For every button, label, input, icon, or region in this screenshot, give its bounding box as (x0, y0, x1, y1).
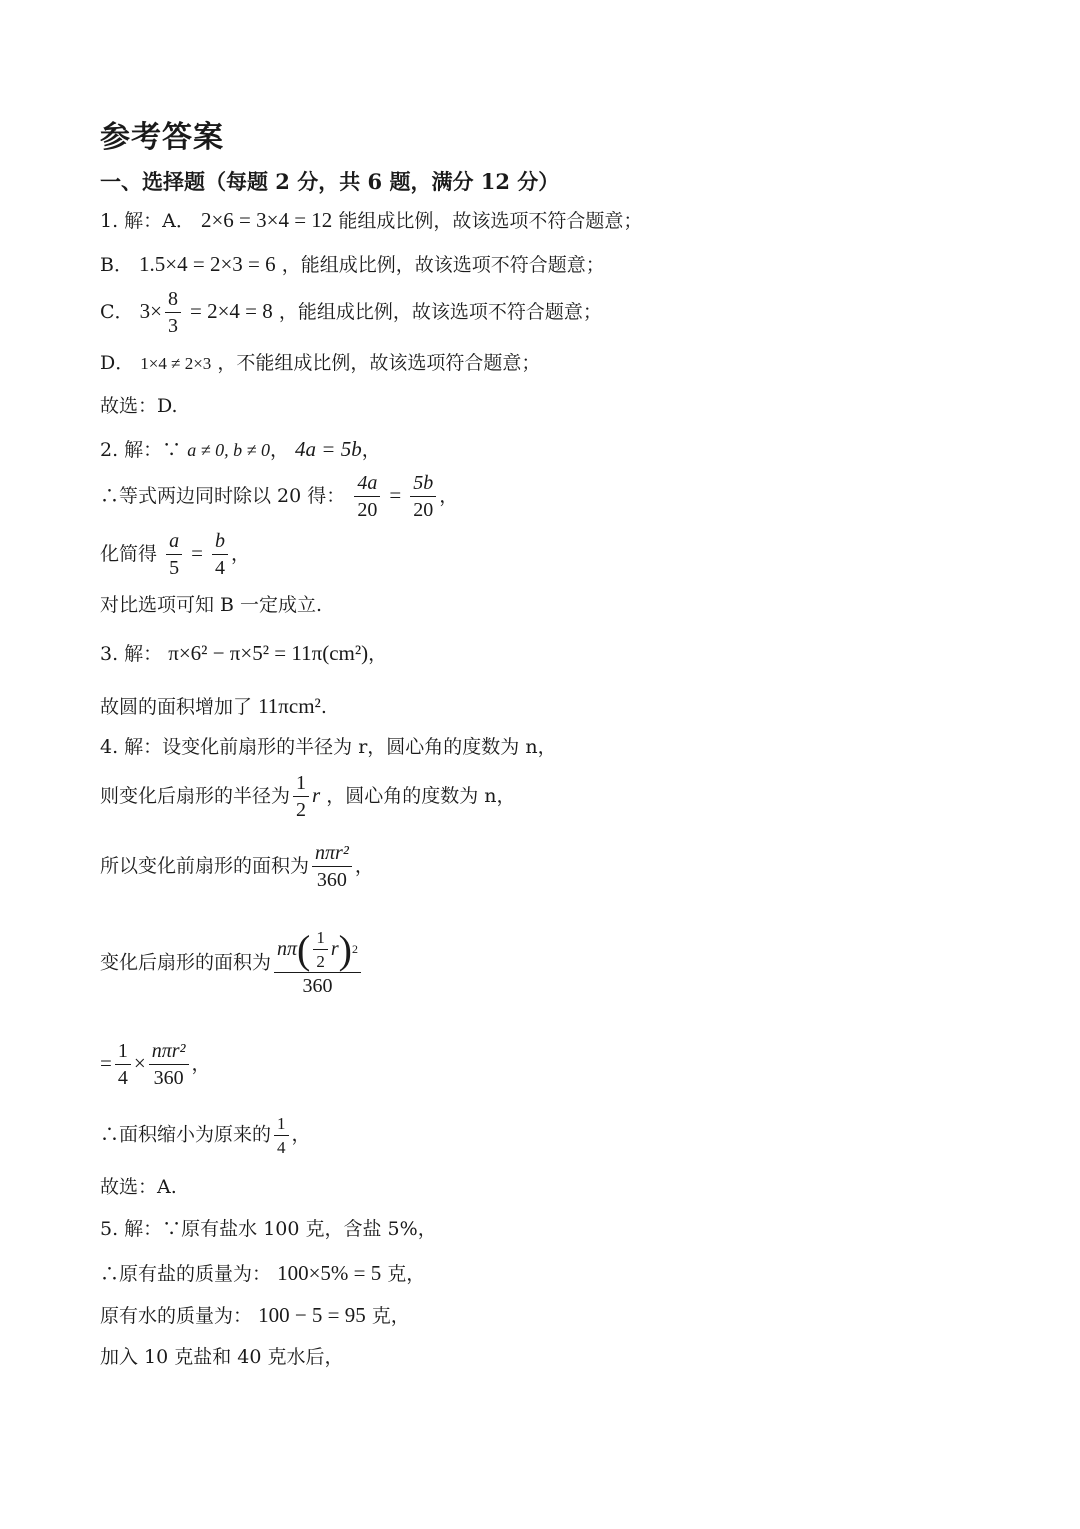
q2-line3: 化简得 $\frac{a}{5}$ = $\frac{b}{4}$ ， (100, 530, 251, 579)
q1-a-math: 2×6 = 3×4 = 12 (200, 208, 333, 232)
q4-line5: = $\frac{1}{4}$ × $\frac{\text{nπr²}}{360}$ ， (100, 1040, 211, 1089)
q2-fraction-1 (354, 472, 380, 522)
q2-s1-num: a (166, 530, 182, 555)
q4-line2-pre: 则变化后扇形的半径为 (100, 785, 291, 807)
q4-half-num: 1 (293, 772, 309, 797)
q3-math: π×6² − π×5² = 11π(cm²) (168, 641, 369, 665)
q4-line2-post: ，圆心角的度数为 n， (326, 785, 516, 807)
q4-inner-r: r (330, 938, 339, 961)
q5-line3-unit: 克， (371, 1305, 410, 1327)
q2-simplify-text: 化简得 (100, 543, 158, 565)
q1-option-c (100, 288, 602, 338)
q2-comma: ， (361, 439, 381, 461)
q4-line3-text: 所以变化前扇形的面积为 (100, 855, 310, 877)
q1-d-math: 1×4 ≠ 2×3 (140, 354, 212, 373)
q4-line1: 4. 解：设变化前扇形的半径为 r，圆心角的度数为 n， (100, 736, 557, 758)
q4-npi: nπ (277, 938, 298, 961)
q2-simplified-1 (166, 530, 182, 580)
q4-new-area-den: 360 (302, 975, 333, 998)
q2-prefix: 2. 解：∵ (100, 439, 182, 461)
q1-c-num: 8 (165, 288, 181, 313)
q2-eq-sign: = (389, 483, 402, 507)
q1-a-prefix: 1. 解：A． (100, 210, 195, 232)
q4-area2-den: 360 (153, 1067, 184, 1089)
q2-conclusion: 对比选项可知 B 一定成立. (100, 594, 323, 616)
q2-step-text: ∴等式两边同时除以 20 得： (100, 485, 346, 507)
q3-line1: 3. 解： π×6² − π×5² = 11π(cm²)， (100, 641, 388, 665)
q4-quarter-num: 1 (115, 1040, 131, 1065)
q5-line2-unit: 克， (387, 1263, 426, 1285)
q4-r: r (312, 783, 321, 807)
q2-f2-den: 20 (413, 499, 434, 521)
q2-s2-den: 4 (215, 557, 225, 579)
q1-b-prefix: B． (100, 254, 133, 276)
q1-b-text: ，能组成比例，故该选项不符合题意； (281, 254, 605, 276)
q4-line3: 所以变化前扇形的面积为 $\frac{\text{nπr²}}{360}$ ， (100, 842, 374, 891)
q2-equation: 4a = 5b (295, 437, 362, 461)
q3-prefix: 3. 解： (100, 643, 163, 665)
q4-area-num: nπr² (312, 842, 352, 867)
q1-c-coef: 3× (139, 299, 162, 323)
q3-period: . (320, 696, 327, 718)
q3-conclusion (100, 694, 327, 719)
q4-ans-den: 4 (277, 1137, 286, 1157)
q4-line6: ∴面积缩小为原来的 $\frac{1}{4}$ ， (100, 1114, 311, 1157)
q5-line4: 加入 10 克盐和 40 克水后， (100, 1346, 344, 1368)
q5-line2-math: 100×5% = 5 (277, 1261, 382, 1285)
page-title: 参考答案 (100, 120, 224, 155)
q4-line4 (100, 928, 364, 998)
q4-answer-fraction (274, 1114, 289, 1157)
q5-line3-math: 100 − 5 = 95 (258, 1303, 366, 1327)
q1-d-text: ，不能组成比例，故该选项符合题意； (217, 352, 541, 374)
q4-quarter-fraction (115, 1040, 131, 1090)
q2-f1-den: 20 (357, 499, 378, 521)
q4-half-den: 2 (296, 799, 307, 821)
q4-inner-den: 2 (316, 951, 325, 971)
q1-c-text: ，能组成比例，故该选项不符合题意； (278, 301, 602, 323)
q1-b-math: 1.5×4 = 2×3 = 6 (139, 252, 276, 276)
q1-c-math: = 2×4 = 8 (189, 299, 273, 323)
q2-s2-num: b (212, 530, 228, 555)
q1-c-den: 3 (167, 315, 178, 337)
q5-line3 (100, 1303, 410, 1328)
q5-line3-text: 原有水的质量为： (100, 1305, 253, 1327)
q2-s1-den: 5 (169, 557, 180, 579)
q2-line2: ∴等式两边同时除以 20 得： $\frac{4a}{20}$ = $\frac{5b}{20}$ ， (100, 472, 459, 521)
q2-sep: ， (269, 439, 289, 461)
q4-inner-num: 1 (313, 928, 328, 950)
q1-d-prefix: D． (100, 352, 135, 374)
q5-line1: 5. 解：∵原有盐水 100 克，含盐 5%， (100, 1218, 437, 1240)
q1-option-a (100, 208, 642, 233)
q4-answer-text: ∴面积缩小为原来的 (100, 1123, 272, 1146)
q1-a-text: 能组成比例，故该选项不符合题意； (338, 210, 643, 232)
q4-area-fraction-2 (149, 1040, 189, 1090)
q4-area-fraction (312, 842, 352, 892)
q4-area2-num: nπr² (149, 1040, 189, 1065)
q2-f2-num: 5b (410, 472, 436, 497)
q3-conclusion-math: 11πcm² (258, 694, 321, 718)
q4-line4-text: 变化后扇形的面积为 (100, 951, 272, 974)
q4-times: × (133, 1051, 146, 1075)
q2-condition: a ≠ 0, b ≠ 0 (187, 440, 270, 460)
q1-c-fraction (165, 288, 181, 338)
q2-fraction-2 (410, 472, 436, 522)
q1-option-b (100, 252, 605, 277)
q5-line2-text: ∴原有盐的质量为： (100, 1263, 272, 1285)
q4-line2 (100, 772, 516, 822)
q5-line2 (100, 1261, 425, 1286)
q2-f1-num: 4a (354, 472, 380, 497)
q4-ans-num: 1 (274, 1114, 289, 1136)
q2-simplified-2 (212, 530, 228, 580)
q1-answer: 故选：D. (100, 395, 178, 417)
q4-answer: 故选：A. (100, 1176, 177, 1198)
q3-conclusion-text: 故圆的面积增加了 (100, 696, 253, 718)
q4-half-fraction (293, 772, 309, 822)
q1-option-d (100, 352, 540, 375)
q4-quarter-den: 4 (117, 1067, 128, 1089)
q4-new-area-fraction: nπ ( $\frac{1}{2}$ r ) 2 360 (274, 928, 361, 998)
q1-c-prefix: C． (100, 301, 134, 323)
q4-area-den: 360 (316, 869, 347, 891)
section-heading: 一、选择题（每题 2 分，共 6 题，满分 12 分） (100, 169, 560, 194)
q2-line1 (100, 437, 381, 462)
